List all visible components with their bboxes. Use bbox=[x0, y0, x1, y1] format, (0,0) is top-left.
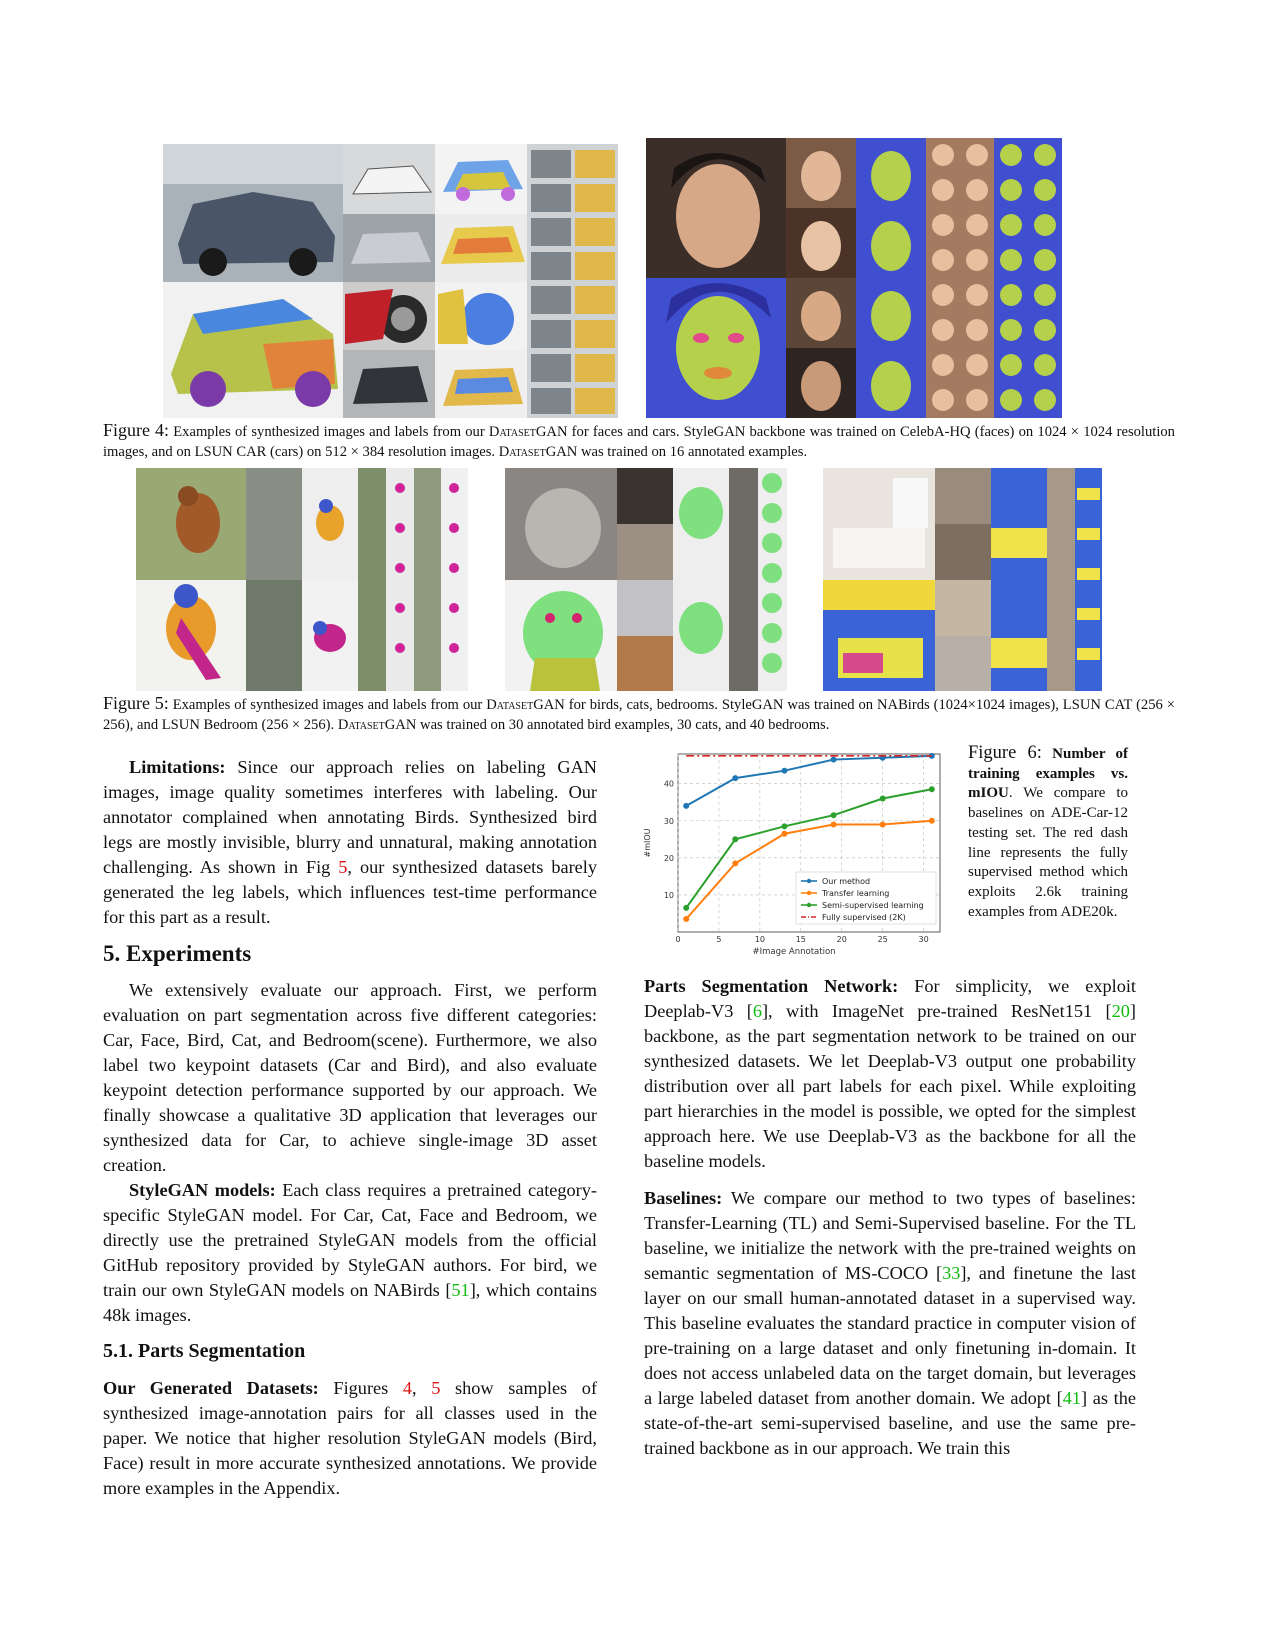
stylegan-heading: StyleGAN models: bbox=[129, 1180, 276, 1200]
psn-paragraph bbox=[644, 974, 1136, 1174]
data-point bbox=[732, 775, 738, 781]
stylegan-text-a: Each class requires a pretrained category-specific StyleGAN model. For Car, Cat, Face and Bedroom, we directly use the pretrained StyleGAN models from the official GitHub repository provided by StyleGAN authors. For bird, we train our own StyleGAN models on NABirds [ bbox=[103, 1180, 597, 1300]
legend-marker bbox=[807, 879, 811, 883]
figure5-birds-panel bbox=[136, 468, 468, 691]
stylegan-paragraph bbox=[103, 1178, 597, 1328]
x-tick-label: 10 bbox=[754, 935, 765, 944]
y-tick-label: 40 bbox=[663, 779, 674, 789]
figure6-bold: Number of training examples vs. mIOU bbox=[968, 746, 1128, 802]
x-tick-label: 20 bbox=[836, 935, 847, 944]
generated-datasets-heading: Our Generated Datasets: bbox=[103, 1378, 319, 1398]
x-tick-label: 15 bbox=[795, 935, 806, 944]
figure5-sc-name-2: DatasetGAN bbox=[337, 717, 417, 733]
figure5-bedrooms-panel bbox=[823, 468, 1102, 691]
figure4-number: Figure 4: bbox=[103, 420, 170, 440]
figure6-chart bbox=[640, 746, 950, 958]
figure6-caption bbox=[968, 744, 1128, 922]
section-5-1-heading: 5.1. Parts Segmentation bbox=[103, 1340, 306, 1362]
figure4-caption-a: Examples of synthesized images and labels from our bbox=[173, 424, 489, 440]
figure5-cats-panel bbox=[505, 468, 787, 691]
data-point bbox=[831, 812, 837, 818]
psn-text-b: ], with ImageNet pre-trained ResNet151 [ bbox=[761, 1001, 1112, 1021]
figure4-caption-b: for faces and cars. StyleGAN backbone was trained on CelebA-HQ (faces) on 1024 × 1024 resolution images, and on LSUN CAR (cars) on 512 × 384 resolution images. bbox=[103, 424, 1175, 460]
legend-marker bbox=[807, 903, 811, 907]
psn-text-c: ] backbone, as the part segmentation network to be trained on our synthesized datasets. We let Deeplab-V3 output one probability distribution over all part labels for each pixel. While exploiting part hierarchies in the model is possible, we opted for the simplest approach here. We use Deeplab-V3 as the backbone for all the baseline models. bbox=[644, 1001, 1136, 1171]
ref-fig4-link[interactable]: 4 bbox=[402, 1378, 413, 1398]
figure5-sc-name: DatasetGAN bbox=[486, 697, 565, 713]
figure5-caption-a: Examples of synthesized images and labels from our bbox=[172, 697, 487, 713]
cats-grid-image bbox=[505, 468, 787, 691]
figure6-rest: . We compare to baselines on ADE-Car-12 testing set. The red dash line represents the fully supervised method which exploits 2.6k training examples from ADE20k. bbox=[968, 785, 1128, 920]
baselines-text-b: ], and finetune the last layer on our small human-annotated dataset in a supervised way. This baseline evaluates the standard practice in computer vision of pre-training on a large dataset and only finetuning in-domain. It does not access unlabeled data on the target domain, but leverages a large labeled dataset from another domain. We adopt [ bbox=[644, 1263, 1136, 1408]
figure5-caption-b: for birds, cats, bedrooms. StyleGAN was trained on NABirds (1024×1024 images), LSUN CAT (256 × 256), and LSUN Bedroom (256 × 256). bbox=[103, 697, 1175, 733]
x-tick-label: 5 bbox=[716, 935, 722, 944]
limitations-text-a: Since our approach relies on labeling GAN images, image quality sometimes interferes with labeling. Our annotator complained when annotating Birds. Synthesized bird legs are mostly invisible, blurry and unnatural, making annotation challenging. As shown in Fig bbox=[103, 757, 597, 877]
y-tick-label: 20 bbox=[663, 853, 674, 863]
psn-text-a: For simplicity, we exploit Deeplab-V3 [ bbox=[644, 976, 1136, 1021]
data-point bbox=[683, 803, 689, 809]
faces-grid-image bbox=[646, 138, 1062, 418]
cars-grid-image bbox=[163, 144, 618, 418]
data-point bbox=[732, 836, 738, 842]
data-point bbox=[929, 818, 935, 824]
right-column bbox=[644, 974, 1136, 1461]
gen-comma: , bbox=[412, 1378, 432, 1398]
section-5-heading: 5. Experiments bbox=[103, 941, 252, 966]
psn-heading: Parts Segmentation Network: bbox=[644, 976, 899, 996]
ref-6-link[interactable]: 6 bbox=[752, 1001, 762, 1021]
data-point bbox=[831, 821, 837, 827]
legend-label: Transfer learning bbox=[822, 889, 890, 898]
data-point bbox=[880, 796, 886, 802]
x-axis-label: #Image Annotation bbox=[752, 947, 836, 957]
ref-51-link[interactable]: 51 bbox=[451, 1280, 470, 1300]
ref-33-link[interactable]: 33 bbox=[942, 1263, 961, 1283]
limitations-text-b: , our synthesized datasets barely generated the leg labels, which influences test-time performance for this part as a result. bbox=[103, 857, 598, 927]
legend-label: Semi-supervised learning bbox=[822, 901, 924, 910]
legend-label: Fully supervised (2K) bbox=[822, 913, 906, 922]
figure4-faces-panel bbox=[646, 138, 1062, 418]
figure4-caption-c: was trained on 16 annotated examples. bbox=[577, 444, 808, 460]
data-point bbox=[880, 821, 886, 827]
figure5-number: Figure 5: bbox=[103, 693, 169, 713]
ref-41-link[interactable]: 41 bbox=[1062, 1388, 1082, 1408]
stylegan-text-b: ], which contains 48k images. bbox=[103, 1280, 597, 1325]
data-point bbox=[683, 905, 689, 911]
gen-text-a: Figures bbox=[318, 1378, 403, 1398]
data-point bbox=[831, 757, 837, 763]
data-point bbox=[781, 823, 787, 829]
data-point bbox=[781, 831, 787, 837]
figure4-sc-name: DatasetGAN bbox=[488, 424, 568, 440]
left-column bbox=[103, 755, 597, 1501]
ref-20-link[interactable]: 20 bbox=[1111, 1001, 1130, 1021]
x-tick-label: 0 bbox=[675, 935, 681, 944]
figure5-caption-c: was trained on 30 annotated bird examples, 30 cats, and 40 bedrooms. bbox=[416, 717, 830, 733]
figure6-number: Figure 6: bbox=[968, 743, 1042, 763]
gen-text-b: show samples of synthesized image-annotation pairs for all classes used in the paper. We notice that higher resolution StyleGAN models (Bird, Face) result in more accurate synthesized annotations. We provide more examples in the Appendix. bbox=[103, 1378, 598, 1498]
figure4-cars-panel bbox=[163, 144, 618, 418]
baselines-text-a: We compare our method to two types of baselines: Transfer-Learning (TL) and Semi-Supervised baseline. For the TL baseline, we initialize the network with the pre-trained weights on semantic segmentation of MS-COCO [ bbox=[644, 1188, 1136, 1283]
baselines-text-c: ] as the state-of-the-art semi-supervised baseline, and use the same pre-trained backbone as in our approach. We train this bbox=[644, 1388, 1136, 1458]
generated-datasets-paragraph bbox=[103, 1376, 597, 1501]
figure4-sc-name-2: DatasetGAN bbox=[498, 444, 578, 460]
data-point bbox=[929, 786, 935, 792]
legend-label: Our method bbox=[822, 877, 871, 886]
data-point bbox=[732, 860, 738, 866]
limitations-paragraph bbox=[103, 755, 597, 930]
experiments-paragraph: We extensively evaluate our approach. First, we perform evaluation on part segmentation across five different categories: Car, Face, Bird, Cat, and Bedroom(scene). Furthermore, we also label two keypoint datasets (Car and Bird), and also evaluate keypoint detection performance supported by our approach. We finally showcase a qualitative 3D application that leverages our synthesized data for Car, to achieve single-image 3D asset creation. bbox=[103, 980, 597, 1175]
baselines-paragraph bbox=[644, 1186, 1136, 1461]
baselines-heading: Baselines: bbox=[644, 1188, 723, 1208]
bedrooms-grid-image bbox=[823, 468, 1102, 691]
y-tick-label: 30 bbox=[663, 816, 674, 826]
ref-fig5-link-2[interactable]: 5 bbox=[431, 1378, 441, 1398]
birds-grid-image bbox=[136, 468, 468, 691]
data-point bbox=[781, 768, 787, 774]
x-tick-label: 25 bbox=[877, 935, 888, 944]
figure5-caption bbox=[103, 693, 1175, 735]
data-point bbox=[683, 916, 689, 922]
y-tick-label: 10 bbox=[663, 890, 674, 900]
legend-marker bbox=[807, 891, 811, 895]
ref-fig5-link[interactable]: 5 bbox=[338, 857, 348, 877]
x-tick-label: 30 bbox=[918, 935, 929, 944]
figure4-caption bbox=[103, 420, 1175, 462]
y-axis-label: #mIOU bbox=[643, 828, 652, 858]
limitations-heading: Limitations: bbox=[129, 757, 226, 777]
